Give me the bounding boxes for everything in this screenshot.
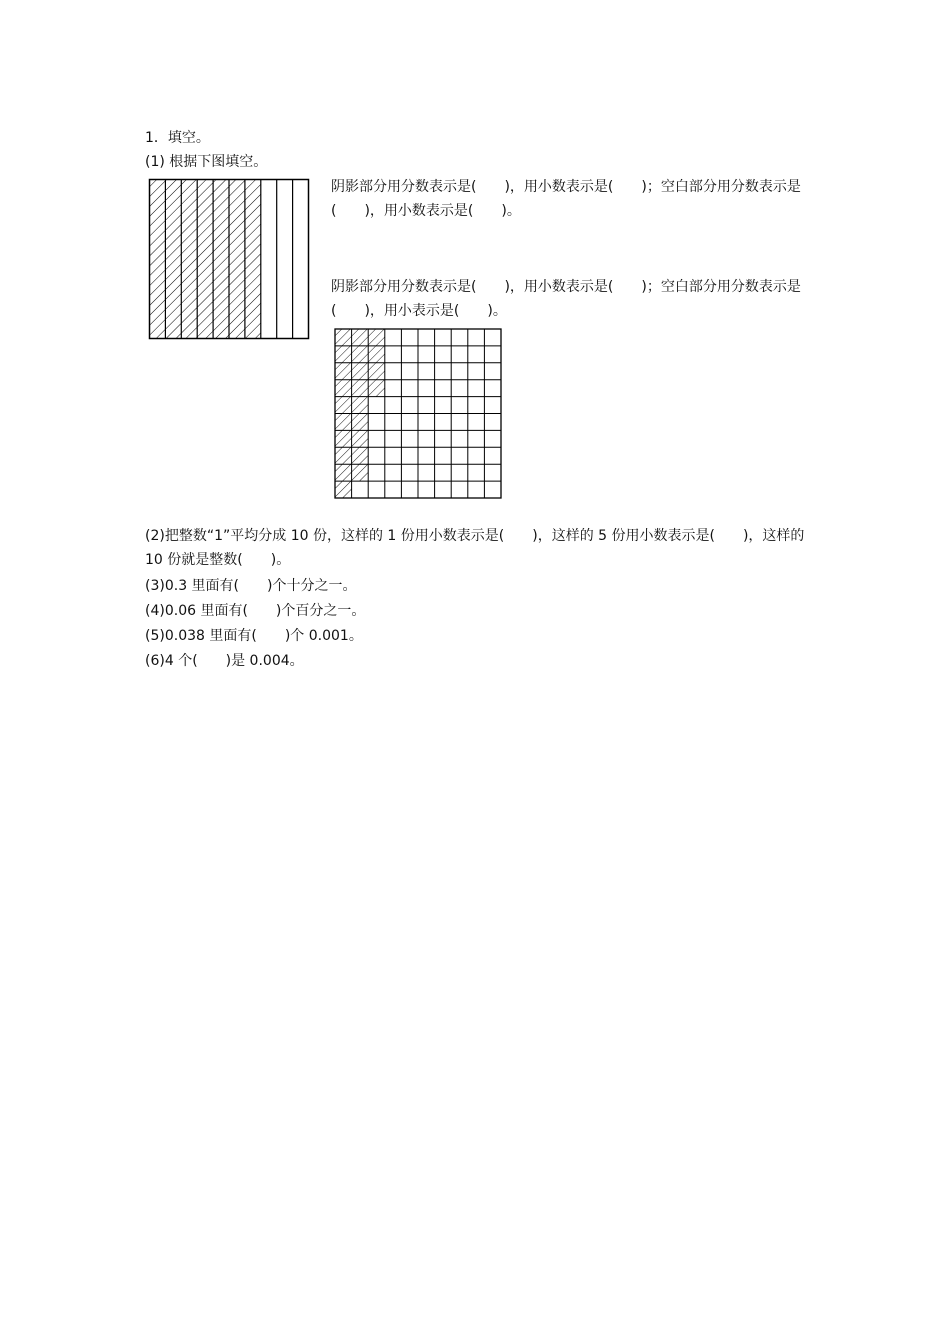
shaded-cell <box>352 464 369 481</box>
question-4: (4)0.06 里面有( )个百分之一。 <box>145 603 366 619</box>
shaded-cell <box>335 346 352 363</box>
shaded-cell <box>335 414 352 431</box>
question-6: (6)4 个( )是 0.004。 <box>145 653 304 669</box>
hundredths-grid-figure <box>334 328 502 499</box>
shaded-cell <box>352 329 369 346</box>
question-5: (5)0.038 里面有( )个 0.001。 <box>145 628 363 644</box>
shaded-cell <box>335 329 352 346</box>
shaded-cell <box>335 363 352 380</box>
shaded-cell <box>352 430 369 447</box>
question-1-text-a: 阴影部分用分数表示是( )，用小数表示是( )；空白部分用分数表示是( )，用小数表示是( )。 <box>331 179 801 219</box>
question-2: (2)把整数“1”平均分成 10 份，这样的 1 份用小数表示是( )，这样的 5 份用小数表示是( )，这样的 10 份就是整数( )。 <box>145 528 805 568</box>
shaded-cell <box>352 380 369 397</box>
shaded-cell <box>352 447 369 464</box>
shaded-cell <box>335 464 352 481</box>
shaded-cell <box>352 363 369 380</box>
strip-figure <box>148 178 310 342</box>
shaded-cell <box>352 397 369 414</box>
question-3: (3)0.3 里面有( )个十分之一。 <box>145 578 357 594</box>
shaded-cell <box>352 414 369 431</box>
shaded-cell <box>335 447 352 464</box>
shaded-cell <box>368 329 385 346</box>
shaded-cell <box>368 380 385 397</box>
shaded-cell <box>352 346 369 363</box>
shaded-cell <box>335 430 352 447</box>
shaded-cell <box>368 346 385 363</box>
question-1-label: (1) 根据下图填空。 <box>145 154 268 170</box>
shaded-cell <box>335 481 352 498</box>
shaded-cell <box>368 363 385 380</box>
shaded-cell <box>335 380 352 397</box>
shaded-cell <box>335 397 352 414</box>
question-heading: 1．填空。 <box>145 130 210 146</box>
question-1-text-b: 阴影部分用分数表示是( )，用小数表示是( )；空白部分用分数表示是( )，用小表示是( )。 <box>331 279 801 319</box>
